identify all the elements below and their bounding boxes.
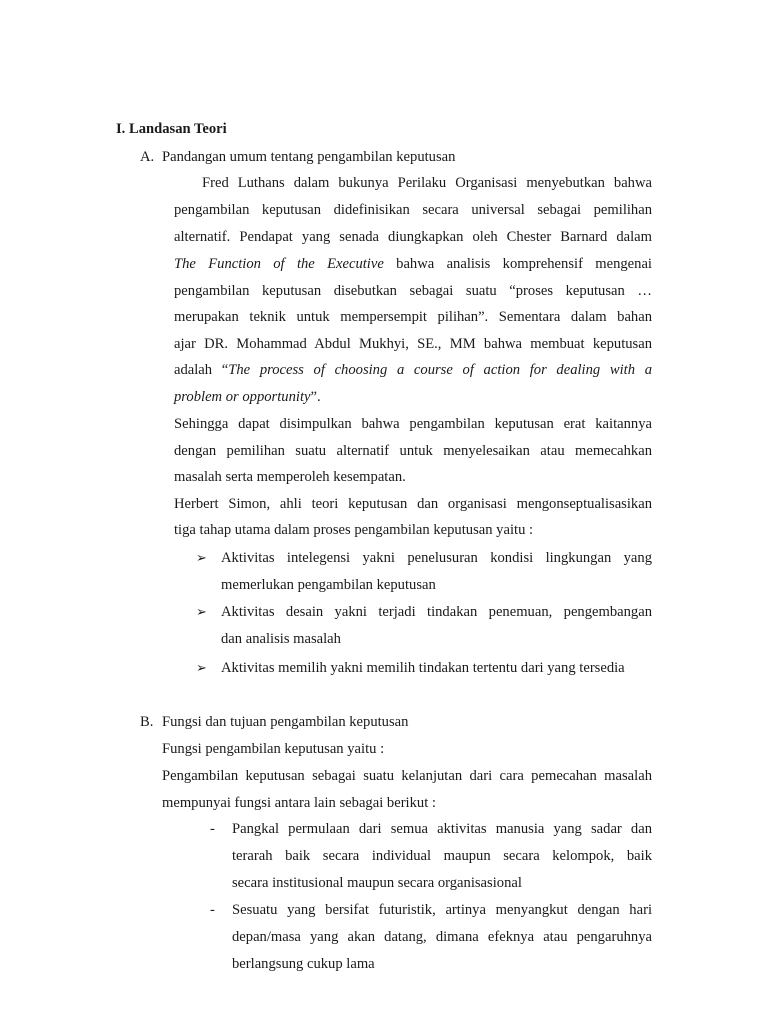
paragraph-line: Pengambilan keputusan sebagai suatu kelanjutan dari cara pemecahan masalah — [162, 768, 652, 784]
list-item: Sesuatu yang bersifat futuristik, artinya menyangkut dengan hari — [232, 902, 652, 918]
paragraph-line: pengambilan keputusan disebutkan sebagai suatu “proses keputusan … — [174, 283, 652, 299]
list-item: depan/masa yang akan datang, dimana efeknya atau pengaruhnya — [232, 929, 652, 945]
paragraph-line: Sehingga dapat disimpulkan bahwa pengambilan keputusan erat kaitannya — [174, 416, 652, 432]
book-title: The Function of the Executive — [174, 256, 384, 272]
section-a-marker: A. — [140, 149, 155, 165]
list-item: Aktivitas desain yakni terjadi tindakan penemuan, pengembangan — [221, 604, 652, 620]
paragraph-line: ajar DR. Mohammad Abdul Mukhyi, SE., MM bahwa membuat keputusan — [174, 336, 652, 352]
paragraph-line: adalah “The process of choosing a course of action for dealing with a — [174, 362, 652, 378]
section-a-title: Pandangan umum tentang pengambilan keputusan — [162, 149, 456, 165]
arrow-bullet-icon: ➢ — [196, 660, 207, 675]
list-item: Aktivitas intelegensi yakni penelusuran kondisi lingkungan yang — [221, 550, 652, 566]
definition-quote: The process of choosing a course of action for dealing with a — [228, 362, 652, 378]
list-item: Aktivitas memilih yakni memilih tindakan tertentu dari yang tersedia — [221, 660, 625, 676]
paragraph-line: Herbert Simon, ahli teori keputusan dan organisasi mengonseptualisasikan — [174, 496, 652, 512]
paragraph-line: dengan pemilihan suatu alternatif untuk menyelesaikan atau memecahkan — [174, 443, 652, 459]
arrow-bullet-icon: ➢ — [196, 604, 207, 619]
section-b-marker: B. — [140, 714, 154, 730]
list-item: terarah baik secara individual maupun secara kelompok, baik — [232, 848, 652, 864]
paragraph-line: merupakan teknik untuk mempersempit pilihan”. Sementara dalam bahan — [174, 309, 652, 325]
paragraph-line: Fred Luthans dalam bukunya Perilaku Organisasi menyebutkan bahwa — [202, 175, 652, 191]
paragraph-line: Fungsi pengambilan keputusan yaitu : — [162, 741, 385, 757]
list-item: memerlukan pengambilan keputusan — [221, 577, 436, 593]
list-item: Pangkal permulaan dari semua aktivitas manusia yang sadar dan — [232, 821, 652, 837]
list-item: berlangsung cukup lama — [232, 956, 375, 972]
paragraph-line: alternatif. Pendapat yang senada diungkapkan oleh Chester Barnard dalam — [174, 229, 652, 245]
dash-bullet: - — [210, 821, 215, 837]
paragraph-line: tiga tahap utama dalam proses pengambilan keputusan yaitu : — [174, 522, 534, 538]
section-heading: I. Landasan Teori — [116, 121, 227, 137]
list-item: secara institusional maupun secara organisasional — [232, 875, 522, 891]
paragraph-line: pengambilan keputusan didefinisikan secara universal sebagai pemilihan — [174, 202, 652, 218]
arrow-bullet-icon: ➢ — [196, 550, 207, 565]
dash-bullet: - — [210, 902, 215, 918]
list-item: dan analisis masalah — [221, 631, 341, 647]
paragraph-line: mempunyai fungsi antara lain sebagai berikut : — [162, 795, 436, 811]
section-b-title: Fungsi dan tujuan pengambilan keputusan — [162, 714, 409, 730]
paragraph-line: masalah serta memperoleh kesempatan. — [174, 469, 406, 485]
paragraph-line: problem or opportunity”. — [174, 389, 321, 405]
paragraph-line: The Function of the Executive bahwa analisis komprehensif mengenai — [174, 256, 652, 272]
